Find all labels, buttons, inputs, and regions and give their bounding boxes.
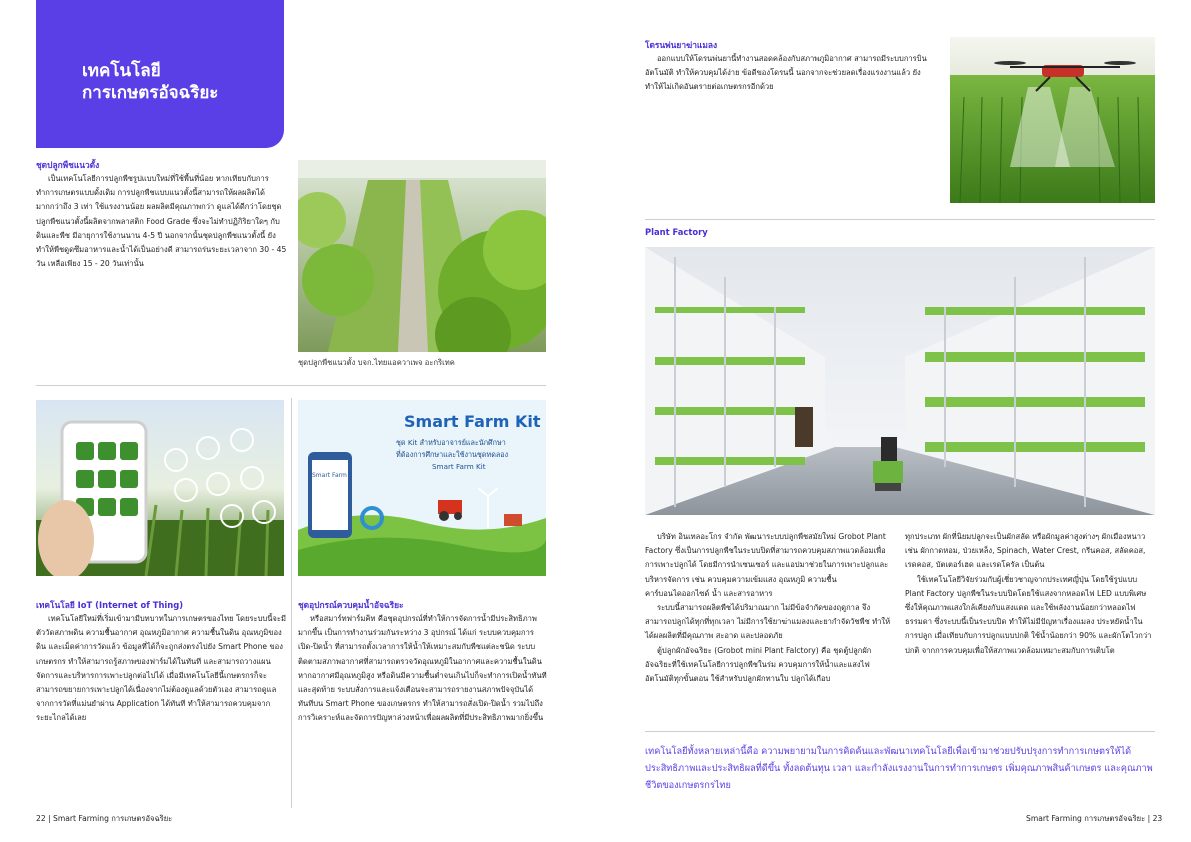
plant-factory-heading: Plant Factory [645, 227, 708, 237]
vertical-farm-body [36, 172, 288, 271]
smart-farm-kit-sub3: Smart Farm Kit [432, 462, 486, 471]
smart-kit-body [298, 612, 548, 726]
drone-paragraph: ออกแบบให้โดรนพ่นยานี้ทำงานสอดคล้องกับสภาพภูมิอากาศ สามารถมีระบบการบินอัตโนมัติ ทำให้ควบคุมได้ง่าย ข้อดีของโดรนนี้ นอกจากจะช่วยลดเรื่องแรงงานแล้ว ยังทำให้ไม่เกิดอันตรายต่อเกษตรกรอีกด้วย [645, 54, 927, 92]
vertical-farm-caption: ชุดปลูกพืชแนวตั้ง บจก.ไทยแอควาเพจ อะกริเทค [298, 358, 455, 367]
divider-right-bottom [645, 731, 1155, 732]
plant-factory-col1 [645, 530, 895, 686]
page-title-block [36, 0, 284, 148]
footer-right: Smart Farming การเกษตรอัจฉริยะ | 23 [1026, 814, 1163, 823]
plant-factory-photo [645, 247, 1155, 515]
phone-screen-label: Smart Farm [312, 472, 347, 479]
smart-farm-kit-title: Smart Farm Kit [404, 412, 541, 431]
footer-left: 22 | Smart Farming การเกษตรอัจฉริยะ [36, 814, 173, 823]
divider-left-vertical [291, 398, 292, 808]
divider-left-top [36, 385, 546, 386]
iot-photo [36, 400, 284, 576]
vertical-farm-photo [298, 160, 546, 352]
iot-body [36, 612, 286, 726]
page-title-line2: การเกษตรอัจฉริยะ [82, 83, 219, 103]
smart-farm-kit-sub2: ที่ต้องการศึกษาและใช้งานชุดทดลอง [396, 450, 509, 459]
plant-factory-paragraph-5: ใช้เทคโนโลยีวิจัยร่วมกับผู้เชี่ยวชาญจากประเทศญี่ปุ่น โดยใช้รูปแบบ Plant Factory ปลูกพืชในระบบปิดโดยใช้แสงจากหลอดไฟ LED แบบพิเศษ ซึ่งให้คุณภาพแสงใกล้เคียงกับแสงแดด และใช้พลังงานน้อยกว่าหลอดไฟธรรมดา ซึ่งระบบนี้เป็นระบบปิด ทำให้ไม่มีปัญหาเรื่องแมลง ประหยัดน้ำในการปลูก เมื่อเทียบกับการปลูกแบบปกติ ใช้น้ำน้อยกว่า 90% และผักโตไวกว่าปกติ จากการควบคุมเพื่อให้สภาพแวดล้อมเหมาะสมกับการเติบโต [905, 574, 1152, 655]
smart-farm-kit-sub1: ชุด Kit สำหรับอาจารย์และนักศึกษา [396, 438, 506, 447]
plant-factory-paragraph-4: ทุกประเภท ผักที่นิยมปลูกจะเป็นผักสลัด หรือผักมูลค่าสูงต่างๆ ผักเมืองหนาว เช่น ผักกาดหอม, ป่วยเหล็ง, Spinach, Water Crest, กรีนคอส, สลัดคอส, เรดคอส, บัตเตอร์เฮด และเรดโครัล เป็นต้น [905, 532, 1146, 570]
plant-factory-col2 [905, 530, 1155, 658]
smart-kit-paragraph: หรือสมาร์ทฟาร์มคิท คือชุดอุปกรณ์ที่ทำให้การจัดการน้ำมีประสิทธิภาพมากขึ้น เป็นการทำงานร่วมกันระหว่าง 3 อุปกรณ์ ได้แก่ ระบบควบคุมการเปิด-ปิดน้ำ ที่สามารถตั้งเวลาการให้น้ำให้เหมาะสมกับพืชแต่ละชนิด ระบบติดตามสภาพอากาศที่สามารถตรวจวัดอุณหภูมิในอากาศและความชื้นในดิน หากอากาศมีอุณหภูมิสูง หรือดินมีความชื้นต่ำจนเกินไปก็จะทำการเปิดน้ำทันที และสุดท้าย ระบบสั่งการและแจ้งเตือนจะสามารถรายงานสภาพปัจจุบันได้ทันทีบน Smart Phone ของเกษตรกร ทำให้สามารถสั่งเปิด-ปิดน้ำ รวมไปถึงการวิเคราะห์และจัดการปัญหาล่วงหน้าเพื่อผลผลิตที่มีประสิทธิภาพมากยิ่งขึ้น [298, 614, 547, 723]
plant-factory-paragraph-1: บริษัท อินเทลอะโกร จำกัด พัฒนาระบบปลูกพืชสมัยใหม่ Grobot Plant Factory ซึ่งเป็นการปลูกพืชในระบบปิดที่สามารถควบคุมสภาพแวดล้อมเพื่อการเพาะปลูกได้ โดยมีการนำเซนเซอร์ และแอปมาช่วยในการเพาะปลูกและบริหารจัดการ เช่น ควบคุมความเข้มแสง อุณหภูมิ ความชื้น คาร์บอนไดออกไซด์ น้ำ และสารอาหาร [645, 532, 889, 598]
summary-text: เทคโนโลยีทั้งหลายเหล่านี้คือ ความพยายามในการคิดค้นและพัฒนาเทคโนโลยีเพื่อเข้ามาช่วยปรับปรุงการทำการเกษตรให้ได้ประสิทธิภาพและประสิทธิผลที่ดีขึ้น ทั้งลดต้นทุน เวลา และกำลังแรงงานในการทำการเกษตร เพิ่มคุณภาพสินค้าเกษตร และคุณภาพชีวิตของเกษตรกรไทย [645, 746, 1153, 791]
drone-body [645, 52, 937, 95]
vertical-farm-heading: ชุดปลูกพืชแนวตั้ง [36, 160, 100, 170]
divider-right-top [645, 219, 1155, 220]
drone-heading: โดรนพ่นยาฆ่าแมลง [645, 40, 718, 50]
plant-factory-paragraph-2: ระบบนี้สามารถผลิตพืชได้ปริมาณมาก ไม่มีข้อจำกัดของฤดูกาล จึงสามารถปลูกได้ทุกที่ทุกเวลา ไม่มีการใช้ยาฆ่าแมลงและยากำจัดวัชพืช ทำให้ได้ผลผลิตที่มีคุณภาพ สะอาด และปลอดภัย [645, 603, 891, 641]
vertical-farm-paragraph: เป็นเทคโนโลยีการปลูกพืชรูปแบบใหม่ที่ใช้พื้นที่น้อย หากเทียบกับการทำการเกษตรแบบดั้งเดิม การปลูกพืชแบบแนวตั้งนี้สามารถให้ผลผลิตได้มากกว่าถึง 3 เท่า ใช้แรงงานน้อย ผลผลิตมีคุณภาพกว่า ดูแลได้ดีกว่าโดยชุดปลูกพืชแนวตั้งนี้ผลิตจากพลาสติก Food Grade ซึ่งจะไม่ทำปฏิกิริยาใดๆ กับดินและพืช มีอายุการใช้งานนาน 4-5 ปี นอกจากนั้นชุดปลูกพืชแนวตั้งนี้ ยังทำให้พืชดูดซึมอาหารและน้ำได้เป็นอย่างดี สามารถร่นระยะเวลาจาก 30 - 45 วัน เหลือเพียง 15 - 20 วันเท่านั้น [36, 174, 287, 269]
drone-photo [950, 37, 1155, 203]
plant-factory-paragraph-3: ตู้ปลูกผักอัจฉริยะ (Grobot mini Plant Falctory) คือ ชุดตู้ปลูกผักอัจฉริยะที่ใช้เทคโนโลยีการปลูกพืชในร่ม ควบคุมการให้น้ำและแสงไฟอัตโนมัติทุกขั้นตอน ใช้สำหรับปลูกผักทานใบ ปลูกได้เกือบ [645, 645, 872, 684]
iot-heading: เทคโนโลยี IoT (Internet of Thing) [36, 600, 184, 610]
smart-farm-kit-photo [298, 400, 546, 576]
page-title-line1: เทคโนโลยี [82, 61, 161, 81]
iot-paragraph: เทคโนโลยีใหม่ที่เริ่มเข้ามามีบทบาทในการเกษตรของไทย โดยระบบนี้จะมีตัววัดสภาพดิน ความชื้นอากาศ อุณหภูมิอากาศ ความชื้นในดิน อุณหภูมิของดิน และเม็ดค่าการวัดแล้ว ข้อมูลที่ได้ก็จะถูกส่งตรงไปยัง Smart Phone ของเกษตรกร ทำให้สามารถรู้สภาพของฟาร์มได้ในทันที และสามารถวางแผนจัดการและบริหารการเพาะปลูกต่อไปได้ เมื่อมีเทคโนโลยีนี้เกษตรกรก็จะสามารถขยายการเพาะปลูกได้เนื่องจากไม่ต้องดูแลด้วยตัวเอง สามารถดูแลจากการวัดที่แม่นยำผ่าน Application ได้ทันที ทำให้สามารถควบคุมจากระยะไกลได้เลย [36, 614, 286, 723]
smart-kit-heading: ชุดอุปกรณ์ควบคุมน้ำอัจฉริยะ [298, 600, 404, 610]
